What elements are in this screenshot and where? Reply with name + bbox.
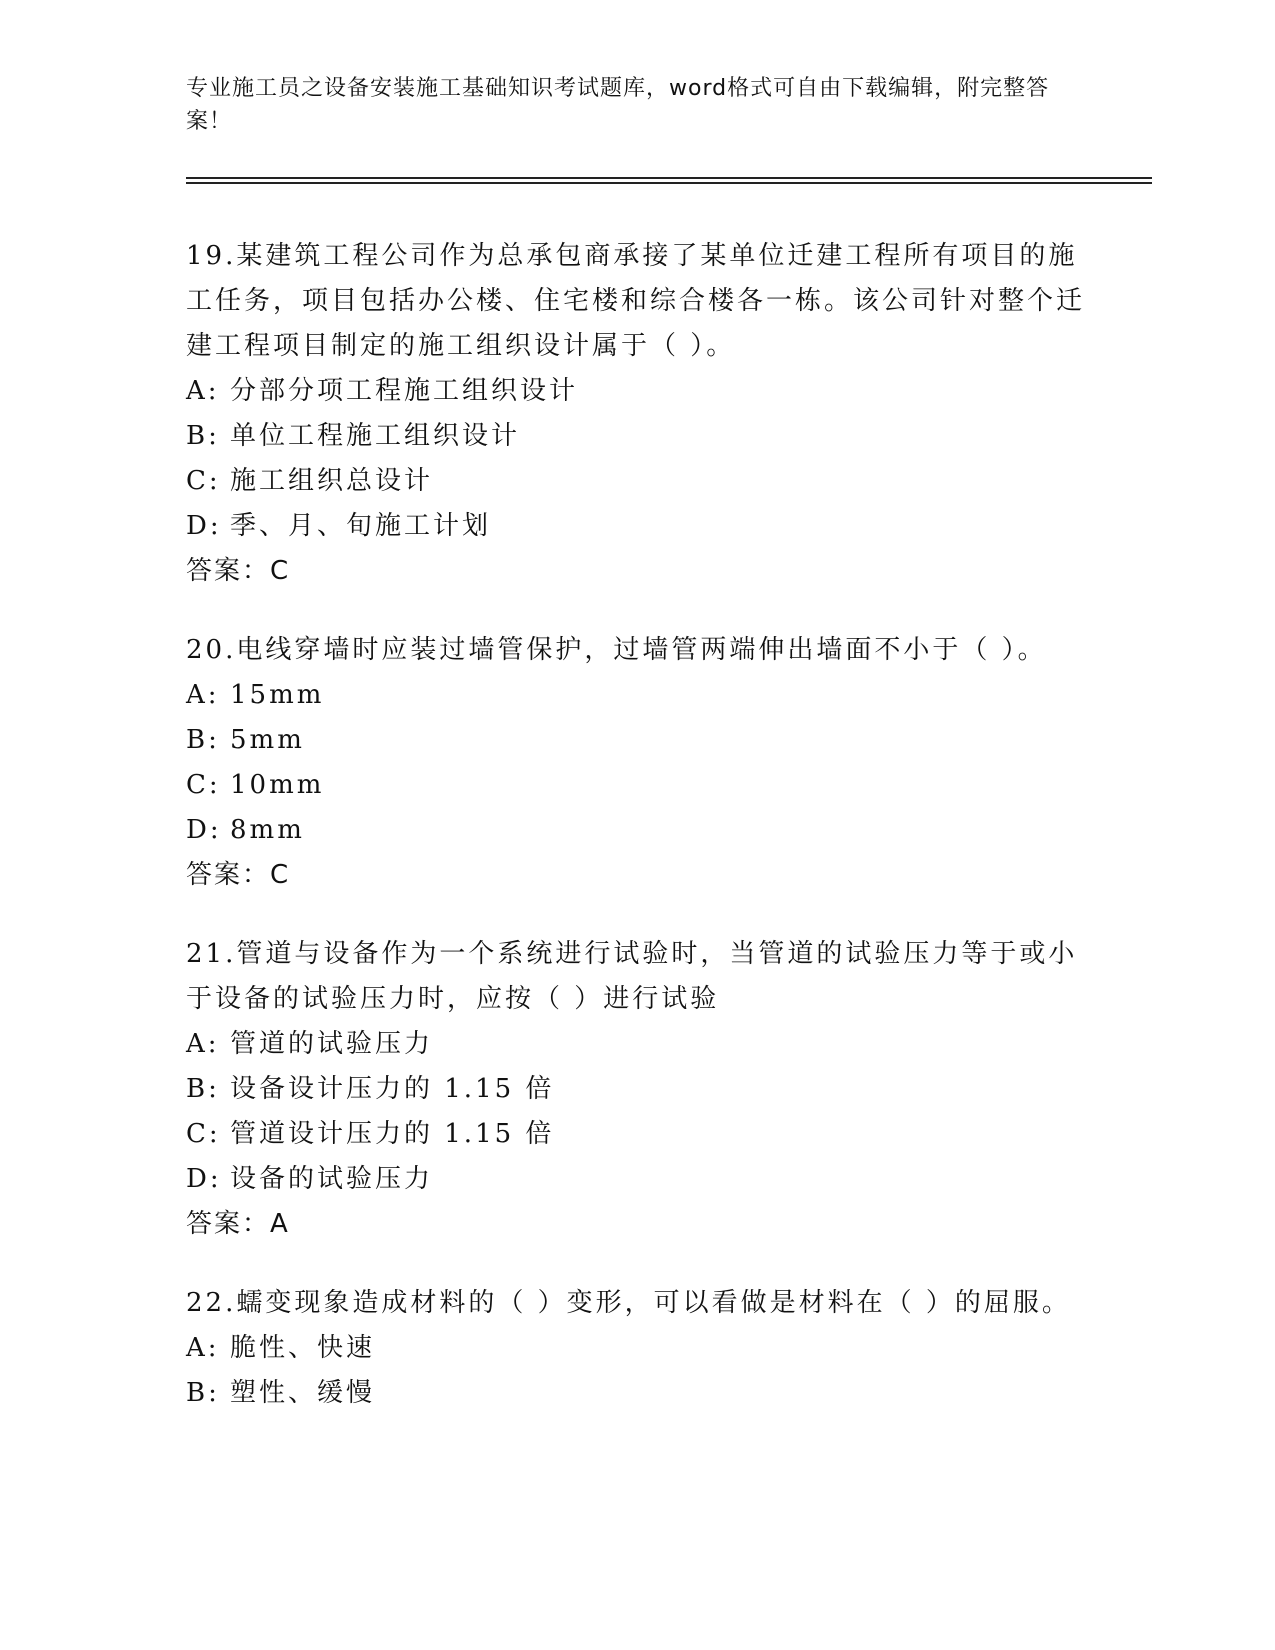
option-a [186, 673, 1086, 718]
option-letter: B: [186, 1378, 220, 1408]
option-a [186, 1326, 1086, 1371]
option-letter: B: [186, 725, 220, 755]
question-22 [186, 1281, 1086, 1416]
option-letter: C: [186, 770, 221, 800]
question-stem: 21.管道与设备作为一个系统进行试验时，当管道的试验压力等于或小于设备的试验压力时，应按（ ）进行试验 [186, 939, 1078, 1014]
option-letter: A: [186, 376, 220, 406]
question-21 [186, 932, 1086, 1247]
option-d [186, 504, 1086, 549]
option-a [186, 369, 1086, 414]
option-text: 管道设计压力的 1.15 倍 [230, 1119, 555, 1149]
option-c [186, 459, 1086, 504]
option-b [186, 718, 1086, 763]
question-stem: 20.电线穿墙时应装过墙管保护，过墙管两端伸出墙面不小于（ ）。 [186, 635, 1047, 665]
option-d [186, 808, 1086, 853]
option-text: 10mm [230, 770, 325, 800]
question-stem: 19.某建筑工程公司作为总承包商承接了某单位迁建工程所有项目的施工任务，项目包括办公楼、住宅楼和综合楼各一栋。该公司针对整个迁建工程项目制定的施工组织设计属于（ ）。 [186, 241, 1086, 361]
option-text: 设备的试验压力 [230, 1164, 434, 1194]
option-letter: D: [186, 815, 222, 845]
option-text: 设备设计压力的 1.15 倍 [230, 1074, 555, 1104]
option-text: 管道的试验压力 [230, 1029, 434, 1059]
option-text: 塑性、缓慢 [230, 1378, 376, 1408]
option-text: 单位工程施工组织设计 [230, 421, 521, 451]
question-19 [186, 234, 1086, 594]
option-letter: C: [186, 466, 221, 496]
document-header: 专业施工员之设备安装施工基础知识考试题库，word格式可自由下载编辑，附完整答案！ [186, 76, 1050, 134]
option-text: 5mm [230, 725, 305, 755]
option-letter: A: [186, 1029, 220, 1059]
option-letter: D: [186, 511, 222, 541]
question-20 [186, 628, 1086, 898]
option-c [186, 1112, 1086, 1157]
option-text: 15mm [230, 680, 325, 710]
option-letter: B: [186, 1074, 220, 1104]
option-b [186, 414, 1086, 459]
question-stem: 22.蠕变现象造成材料的（ ）变形，可以看做是材料在（ ）的屈服。 [186, 1288, 1071, 1318]
header-rule-bottom [186, 182, 1152, 184]
option-b [186, 1371, 1086, 1416]
option-letter: A: [186, 1333, 220, 1363]
option-letter: A: [186, 680, 220, 710]
answer-line: 答案：C [186, 556, 291, 586]
option-text: 施工组织总设计 [230, 466, 434, 496]
option-b [186, 1067, 1086, 1112]
option-text: 脆性、快速 [230, 1333, 376, 1363]
option-text: 8mm [230, 815, 305, 845]
option-text: 季、月、旬施工计划 [230, 511, 492, 541]
option-a [186, 1022, 1086, 1067]
option-letter: C: [186, 1119, 221, 1149]
option-text: 分部分项工程施工组织设计 [230, 376, 579, 406]
option-letter: B: [186, 421, 220, 451]
answer-line: 答案：C [186, 860, 291, 890]
question-list [186, 234, 1086, 1450]
header-rule-top [186, 177, 1152, 179]
option-d [186, 1157, 1086, 1202]
answer-line: 答案：A [186, 1209, 290, 1239]
option-letter: D: [186, 1164, 222, 1194]
option-c [186, 763, 1086, 808]
